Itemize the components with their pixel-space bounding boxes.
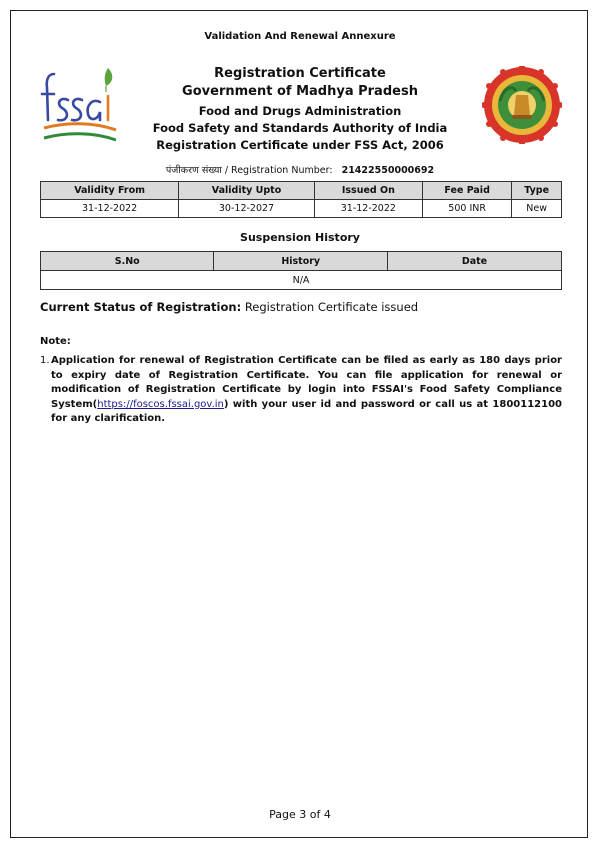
validity-table-header-row [41, 182, 562, 200]
table-row [41, 200, 562, 218]
header-validity-upto: Validity Upto [179, 182, 315, 200]
note-label: Note: [40, 336, 71, 347]
note-text [51, 354, 562, 427]
annexure-title: Validation And Renewal Annexure [204, 31, 396, 42]
suspension-empty-cell: N/A [41, 271, 562, 290]
note-text-before: Application for renewal of Registration Certificate can be filed as early as 180 days prior to expiry date of Registration Certificate. You can file application for renewal or modification of Registration Certificate by login into FSSAI's Food Safety Compliance System( [51, 355, 562, 410]
cell-type: New [512, 200, 562, 218]
header-fee-paid: Fee Paid [422, 182, 511, 200]
current-status-label: Current Status of Registration: [40, 300, 242, 314]
page-number: Page 3 of 4 [269, 808, 331, 821]
header-date: Date [387, 252, 561, 271]
suspension-history-table [40, 251, 562, 290]
current-status [40, 300, 418, 314]
suspension-history-title: Suspension History [240, 231, 360, 244]
header-type: Type [512, 182, 562, 200]
note-number: 1. [40, 355, 50, 366]
current-status-value: Registration Certificate issued [244, 300, 419, 314]
registration-number-line [0, 163, 600, 176]
certificate-title: Registration Certificate [214, 66, 386, 81]
cell-issued-on: 31-12-2022 [314, 200, 422, 218]
note-text-after: ) with your user id and password or call us at 1800112100 for any clarification. [51, 398, 562, 424]
header-validity-from: Validity From [41, 182, 179, 200]
suspension-table-header-row [41, 252, 562, 271]
government-name: Government of Madhya Pradesh [182, 84, 418, 99]
department-name: Food and Drugs Administration [198, 104, 402, 118]
cell-validity-upto: 30-12-2027 [179, 200, 315, 218]
act-reference: Registration Certificate under FSS Act, 2006 [156, 138, 444, 152]
header-sno: S.No [41, 252, 214, 271]
registration-number-value: 21422550000692 [341, 165, 435, 176]
header-history: History [214, 252, 387, 271]
table-row [41, 271, 562, 290]
note-item [40, 354, 562, 427]
validity-table [40, 181, 562, 218]
registration-number-label: पंजीकरण संख्या / Registration Number: [165, 165, 333, 176]
cell-validity-from: 31-12-2022 [41, 200, 179, 218]
foscos-link[interactable]: https://foscos.fssai.gov.in [97, 398, 224, 410]
header-issued-on: Issued On [314, 182, 422, 200]
authority-name: Food Safety and Standards Authority of India [152, 121, 448, 135]
cell-fee-paid: 500 INR [422, 200, 511, 218]
